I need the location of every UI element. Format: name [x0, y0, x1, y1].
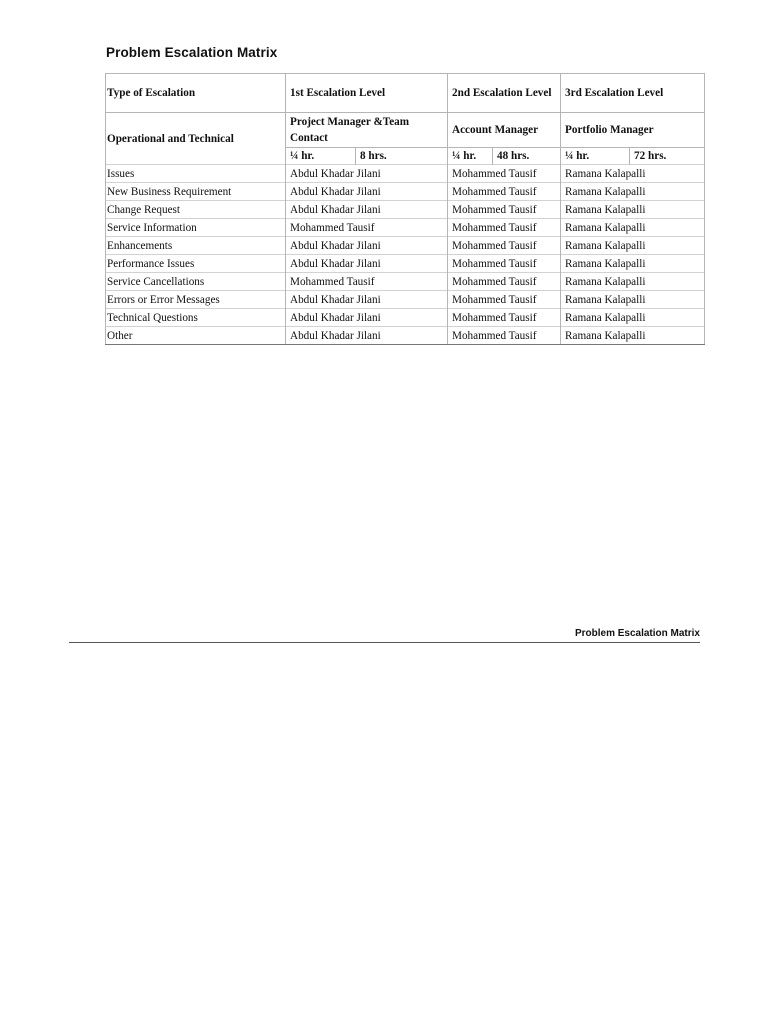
header-row	[106, 74, 705, 113]
level-1-contact-cell: Mohammed Tausif	[286, 219, 448, 237]
level-1-contact-cell: Mohammed Tausif	[286, 273, 448, 291]
escalation-type-cell: Errors or Error Messages	[106, 291, 286, 309]
category-label: Operational and Technical	[106, 113, 286, 165]
level-1-contact-cell: Abdul Khadar Jilani	[286, 165, 448, 183]
table-row	[106, 219, 705, 237]
table-row	[106, 327, 705, 345]
time-level-3-response: ¼ hr.	[561, 148, 630, 165]
page-title: Problem Escalation Matrix	[106, 45, 278, 60]
footer-title: Problem Escalation Matrix	[574, 628, 700, 639]
level-1-contact-cell: Abdul Khadar Jilani	[286, 255, 448, 273]
escalation-type-cell: Technical Questions	[106, 309, 286, 327]
level-2-contact-cell: Mohammed Tausif	[448, 201, 561, 219]
level-3-contact-cell: Ramana Kalapalli	[561, 165, 705, 183]
time-level-2-response: ¼ hr.	[448, 148, 493, 165]
table-row	[106, 291, 705, 309]
table-row	[106, 165, 705, 183]
escalation-matrix-table	[105, 73, 705, 345]
level-2-contact-cell: Mohammed Tausif	[448, 219, 561, 237]
level-2-contact-cell: Mohammed Tausif	[448, 237, 561, 255]
level-1-contact-cell: Abdul Khadar Jilani	[286, 183, 448, 201]
escalation-type-cell: New Business Requirement	[106, 183, 286, 201]
escalation-type-cell: Service Information	[106, 219, 286, 237]
level-2-contact-cell: Mohammed Tausif	[448, 273, 561, 291]
role-level-3: Portfolio Manager	[561, 113, 705, 148]
table-row	[106, 309, 705, 327]
table-row	[106, 255, 705, 273]
level-2-contact-cell: Mohammed Tausif	[448, 255, 561, 273]
level-3-contact-cell: Ramana Kalapalli	[561, 291, 705, 309]
table-row	[106, 183, 705, 201]
level-3-contact-cell: Ramana Kalapalli	[561, 201, 705, 219]
header-level-1: 1st Escalation Level	[286, 74, 448, 113]
header-level-2: 2nd Escalation Level	[448, 74, 561, 113]
level-3-contact-cell: Ramana Kalapalli	[561, 255, 705, 273]
table-row	[106, 201, 705, 219]
level-3-contact-cell: Ramana Kalapalli	[561, 309, 705, 327]
escalation-type-cell: Enhancements	[106, 237, 286, 255]
level-3-contact-cell: Ramana Kalapalli	[561, 327, 705, 345]
table-row	[106, 237, 705, 255]
level-2-contact-cell: Mohammed Tausif	[448, 291, 561, 309]
time-level-1-resolve: 8 hrs.	[356, 148, 448, 165]
level-1-contact-cell: Abdul Khadar Jilani	[286, 327, 448, 345]
level-3-contact-cell: Ramana Kalapalli	[561, 183, 705, 201]
level-2-contact-cell: Mohammed Tausif	[448, 327, 561, 345]
level-2-contact-cell: Mohammed Tausif	[448, 309, 561, 327]
level-3-contact-cell: Ramana Kalapalli	[561, 219, 705, 237]
level-1-contact-cell: Abdul Khadar Jilani	[286, 237, 448, 255]
header-type: Type of Escalation	[106, 74, 286, 113]
level-1-contact-cell: Abdul Khadar Jilani	[286, 291, 448, 309]
level-1-contact-cell: Abdul Khadar Jilani	[286, 309, 448, 327]
escalation-type-cell: Service Cancellations	[106, 273, 286, 291]
time-level-3-resolve: 72 hrs.	[630, 148, 705, 165]
escalation-type-cell: Issues	[106, 165, 286, 183]
role-level-1: Project Manager &Team Contact	[286, 113, 448, 148]
escalation-type-cell: Other	[106, 327, 286, 345]
footer-divider	[69, 642, 700, 643]
role-row	[106, 113, 705, 148]
table-row	[106, 273, 705, 291]
level-2-contact-cell: Mohammed Tausif	[448, 183, 561, 201]
level-3-contact-cell: Ramana Kalapalli	[561, 273, 705, 291]
level-3-contact-cell: Ramana Kalapalli	[561, 237, 705, 255]
escalation-type-cell: Change Request	[106, 201, 286, 219]
level-1-contact-cell: Abdul Khadar Jilani	[286, 201, 448, 219]
role-level-2: Account Manager	[448, 113, 561, 148]
header-level-3: 3rd Escalation Level	[561, 74, 705, 113]
level-2-contact-cell: Mohammed Tausif	[448, 165, 561, 183]
escalation-type-cell: Performance Issues	[106, 255, 286, 273]
time-level-1-response: ¼ hr.	[286, 148, 356, 165]
time-level-2-resolve: 48 hrs.	[493, 148, 561, 165]
